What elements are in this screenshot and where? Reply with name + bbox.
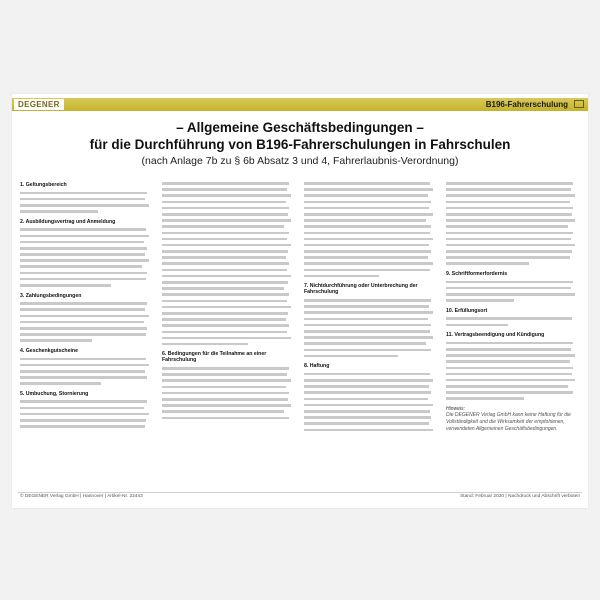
text-line-placeholder	[304, 213, 433, 216]
text-line-placeholder	[304, 225, 431, 228]
text-line-placeholder	[20, 265, 142, 268]
column-2	[162, 182, 292, 484]
text-line-placeholder	[162, 287, 284, 290]
text-line-placeholder	[162, 275, 291, 278]
section-heading: 3. Zahlungsbedingungen	[20, 292, 82, 299]
text-line-placeholder	[20, 413, 149, 416]
text-line-placeholder	[446, 354, 575, 357]
text-line-placeholder	[446, 182, 573, 185]
text-line-placeholder	[304, 429, 433, 432]
text-line-placeholder	[446, 219, 575, 222]
section-9	[446, 271, 576, 302]
text-line-placeholder	[304, 238, 433, 241]
section-heading: 10. Erfüllungsort	[446, 307, 488, 314]
text-line-placeholder	[304, 379, 433, 382]
text-line-placeholder	[304, 275, 379, 278]
text-line-placeholder	[20, 272, 147, 275]
text-line-placeholder	[162, 404, 291, 407]
text-line-placeholder	[20, 278, 146, 281]
text-line-placeholder	[162, 367, 289, 370]
text-line-placeholder	[304, 336, 433, 339]
page-title: – Allgemeine Geschäftsbedingungen –	[176, 120, 424, 135]
text-line-placeholder	[20, 407, 144, 410]
text-line-placeholder	[162, 379, 291, 382]
column-4	[446, 182, 576, 484]
course-label: B196-Fahrerschulung	[485, 100, 568, 109]
text-line-placeholder	[162, 182, 289, 185]
text-line-placeholder	[446, 207, 573, 210]
text-line-placeholder	[162, 250, 288, 253]
text-line-placeholder	[304, 250, 431, 253]
text-line-placeholder	[20, 425, 145, 428]
text-line-placeholder	[20, 210, 98, 213]
text-line-placeholder	[446, 238, 571, 241]
section-heading: 11. Vertragsbeendigung und Kündigung	[446, 332, 545, 339]
text-line-placeholder	[304, 256, 428, 259]
text-line-placeholder	[446, 250, 572, 253]
footer-copyright: © DEGENER Verlag GmbH | Hannover | Artikel-Nr. 22443	[20, 494, 143, 499]
text-line-placeholder	[446, 213, 572, 216]
document-icon	[574, 100, 584, 108]
section-5-continued	[162, 182, 292, 345]
section-2	[20, 219, 150, 287]
text-line-placeholder	[162, 238, 287, 241]
text-line-placeholder	[20, 364, 149, 367]
column-3	[304, 182, 434, 484]
text-line-placeholder	[162, 232, 289, 235]
text-line-placeholder	[304, 373, 430, 376]
footer-status: Stand: Februar 2020 | Nachdruck und Abschrift verboten	[460, 494, 580, 499]
text-line-placeholder	[304, 305, 429, 308]
text-line-placeholder	[304, 201, 431, 204]
section-1	[20, 182, 150, 213]
text-line-placeholder	[304, 194, 428, 197]
section-heading: 1. Geltungsbereich	[20, 182, 67, 188]
text-line-placeholder	[162, 306, 291, 309]
text-line-placeholder	[446, 256, 570, 259]
text-line-placeholder	[20, 302, 147, 305]
text-line-placeholder	[20, 198, 145, 201]
text-line-placeholder	[162, 201, 286, 204]
text-line-placeholder	[446, 317, 572, 320]
text-line-placeholder	[304, 244, 429, 247]
text-line-placeholder	[20, 253, 145, 256]
section-heading: 5. Umbuchung, Stornierung	[20, 390, 89, 397]
text-line-placeholder	[304, 342, 426, 345]
section-8	[304, 363, 434, 431]
text-line-placeholder	[304, 311, 433, 314]
section-10	[446, 308, 576, 326]
column-1	[20, 182, 150, 484]
text-line-placeholder	[446, 232, 573, 235]
text-line-placeholder	[162, 262, 289, 265]
text-line-placeholder	[20, 327, 147, 330]
text-line-placeholder	[446, 225, 568, 228]
text-line-placeholder	[162, 219, 291, 222]
section-heading: 9. Schriftformerfordernis	[446, 271, 508, 278]
text-line-placeholder	[162, 343, 248, 346]
text-line-placeholder	[446, 379, 575, 382]
text-line-placeholder	[162, 244, 291, 247]
text-line-placeholder	[162, 373, 287, 376]
text-line-placeholder	[20, 358, 146, 361]
text-line-placeholder	[304, 188, 433, 191]
text-line-placeholder	[446, 348, 571, 351]
document-page	[12, 94, 588, 508]
page-title-line2: für die Durchführung von B196-Fahrerschulungen in Fahrschulen	[89, 137, 511, 152]
text-line-placeholder	[162, 318, 286, 321]
text-line-placeholder	[304, 410, 430, 413]
text-line-placeholder	[162, 188, 287, 191]
text-line-placeholder	[446, 397, 524, 400]
text-line-placeholder	[304, 318, 428, 321]
section-8-continued	[446, 182, 576, 265]
text-line-placeholder	[446, 324, 508, 327]
text-line-placeholder	[304, 349, 431, 352]
text-line-placeholder	[304, 262, 433, 265]
section-6-continued	[304, 182, 434, 277]
text-line-placeholder	[162, 410, 284, 413]
text-line-placeholder	[162, 417, 289, 420]
text-line-placeholder	[446, 367, 573, 370]
text-line-placeholder	[20, 204, 149, 207]
section-4	[20, 348, 150, 385]
text-line-placeholder	[162, 194, 291, 197]
page-subtitle: (nach Anlage 7b zu § 6b Absatz 3 und 4, Fahrerlaubnis-Verordnung)	[141, 155, 459, 167]
text-line-placeholder	[162, 386, 286, 389]
text-line-placeholder	[162, 312, 288, 315]
text-line-placeholder	[20, 247, 147, 250]
text-line-placeholder	[304, 299, 431, 302]
text-line-placeholder	[304, 385, 429, 388]
section-3	[20, 293, 150, 342]
text-line-placeholder	[20, 235, 149, 238]
section-heading: 2. Ausbildungsvertrag und Anmeldung	[20, 218, 116, 225]
text-line-placeholder	[20, 192, 147, 195]
text-line-placeholder	[446, 373, 572, 376]
text-line-placeholder	[304, 398, 428, 401]
section-heading: 7. Nichtdurchführung oder Unterbrechung der Fahrschulung	[304, 283, 418, 296]
text-line-placeholder	[20, 284, 111, 287]
text-line-placeholder	[20, 400, 147, 403]
text-line-placeholder	[20, 228, 146, 231]
text-line-placeholder	[20, 376, 147, 379]
text-line-placeholder	[20, 339, 92, 342]
text-line-placeholder	[162, 398, 288, 401]
text-line-placeholder	[20, 241, 144, 244]
text-line-placeholder	[162, 331, 287, 334]
text-line-placeholder	[446, 201, 570, 204]
text-line-placeholder	[162, 337, 291, 340]
text-line-placeholder	[20, 308, 145, 311]
text-line-placeholder	[304, 355, 398, 358]
text-line-placeholder	[446, 342, 573, 345]
text-line-placeholder	[446, 391, 573, 394]
text-line-placeholder	[446, 188, 571, 191]
text-line-placeholder	[304, 182, 430, 185]
section-heading: 4. Geschenkgutscheine	[20, 347, 78, 354]
text-line-placeholder	[304, 416, 431, 419]
section-heading: 6. Bedingungen für die Teilnahme an einer Fahrschulung	[162, 351, 267, 364]
section-6	[162, 351, 292, 419]
text-line-placeholder	[20, 259, 149, 262]
text-line-placeholder	[304, 404, 433, 407]
text-line-placeholder	[20, 321, 144, 324]
text-line-placeholder	[162, 293, 289, 296]
text-line-placeholder	[162, 213, 288, 216]
text-line-placeholder	[304, 330, 430, 333]
text-line-placeholder	[20, 419, 146, 422]
section-7	[304, 283, 434, 357]
text-line-placeholder	[304, 207, 429, 210]
text-line-placeholder	[304, 232, 430, 235]
text-line-placeholder	[304, 219, 426, 222]
text-line-placeholder	[446, 244, 575, 247]
text-line-placeholder	[162, 256, 286, 259]
text-line-placeholder	[304, 391, 431, 394]
footer-divider	[18, 492, 582, 493]
text-line-placeholder	[162, 225, 284, 228]
text-line-placeholder	[446, 385, 568, 388]
text-line-placeholder	[20, 370, 145, 373]
text-line-placeholder	[446, 360, 570, 363]
section-heading: 8. Haftung	[304, 363, 330, 370]
note-text: Die DEGENER Verlag GmbH kann keine Haftung für die Vollständigkeit und die Wirksamkeit der empfohlenen, verwendeten Allgemeinen Geschäftsbedingungen.	[446, 412, 571, 433]
text-line-placeholder	[20, 382, 101, 385]
text-line-placeholder	[446, 194, 575, 197]
text-line-placeholder	[162, 269, 287, 272]
section-5	[20, 391, 150, 428]
brand-logo: DEGENER	[14, 99, 64, 110]
text-line-placeholder	[304, 422, 429, 425]
text-line-placeholder	[446, 299, 514, 302]
text-line-placeholder	[304, 324, 431, 327]
header-bar	[12, 98, 588, 111]
text-line-placeholder	[446, 287, 571, 290]
text-line-placeholder	[20, 315, 149, 318]
text-line-placeholder	[304, 269, 430, 272]
text-line-placeholder	[162, 207, 289, 210]
text-line-placeholder	[162, 392, 289, 395]
text-line-placeholder	[162, 300, 287, 303]
text-line-placeholder	[162, 281, 288, 284]
section-11	[446, 332, 576, 400]
text-line-placeholder	[162, 324, 289, 327]
note-label: Hinweis:	[446, 406, 465, 413]
note-block	[446, 406, 576, 433]
text-line-placeholder	[446, 293, 575, 296]
text-line-placeholder	[20, 333, 146, 336]
text-line-placeholder	[446, 281, 573, 284]
text-line-placeholder	[446, 262, 529, 265]
